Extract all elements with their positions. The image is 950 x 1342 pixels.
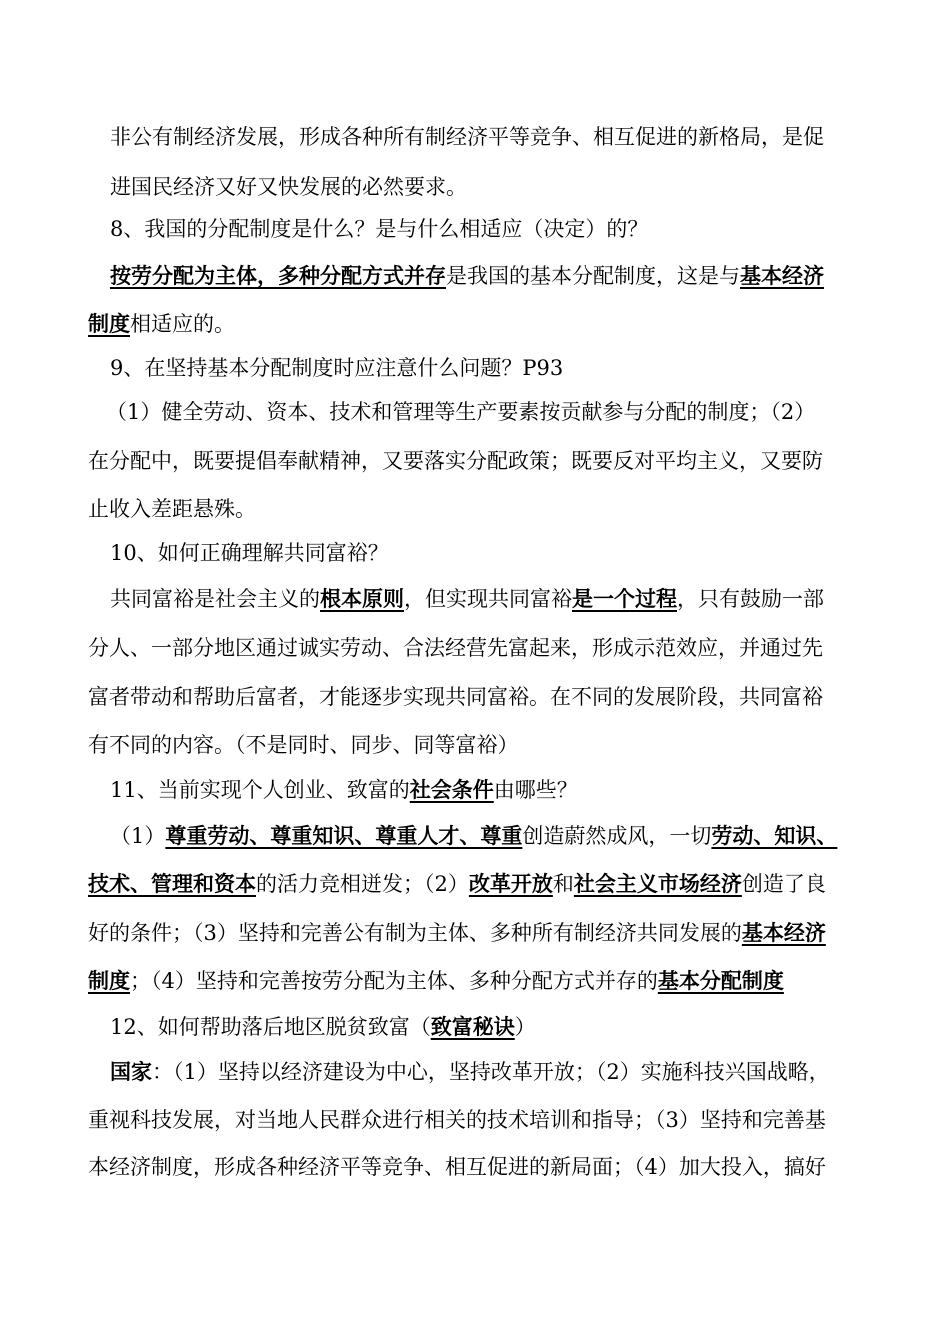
text-run: 共同富裕是社会主义的 — [110, 587, 320, 611]
text-run: 相适应的。 — [130, 312, 235, 336]
key-term: 制度 — [88, 968, 130, 993]
text-run: 创造蔚然成风，一切 — [522, 824, 712, 848]
paragraph-line — [88, 633, 823, 663]
question-text: 由哪些？ — [493, 778, 578, 802]
key-term: 基本经济 — [741, 920, 826, 945]
paragraph-line — [88, 730, 519, 760]
text-run: （1）健全劳动、资本、技术和管理等生产要素按贡献参与分配的制度；（2） — [106, 400, 816, 424]
paragraph-line — [110, 122, 824, 152]
key-term: 制度 — [88, 311, 130, 336]
text-run: ，但实现共同富裕 — [404, 587, 572, 611]
question-text: 12、如何帮助落后地区脱贫致富（ — [110, 1015, 431, 1039]
paragraph-line — [110, 584, 824, 614]
key-term: 劳动、知识、 — [711, 823, 838, 848]
question-text: 8、我国的分配制度是什么？是与什么相适应（决定）的？ — [110, 217, 649, 241]
text-run: 在分配中，既要提倡奉献精神，又要落实分配政策；既要反对平均主义，又要防 — [88, 449, 823, 473]
question-10 — [110, 538, 389, 568]
paragraph-line — [88, 918, 826, 948]
text-run: 非公有制经济发展，形成各种所有制经济平等竞争、相互促进的新格局，是促 — [110, 125, 824, 149]
key-term: 是一个过程 — [572, 586, 677, 611]
key-term: 尊重劳动、尊重知识、尊重人才、尊重 — [165, 823, 523, 848]
paragraph-line — [88, 966, 784, 996]
text-run: ；（4）坚持和完善按劳分配为主体、多种分配方式并存的 — [130, 969, 658, 993]
text-run: 有不同的内容。（不是同时、同步、同等富裕） — [88, 733, 519, 757]
key-term: 技术、管理和资本 — [88, 871, 256, 896]
paragraph-line — [88, 309, 235, 339]
paragraph-line — [110, 261, 824, 291]
question-9 — [110, 353, 563, 383]
question-11 — [110, 775, 578, 805]
paragraph-line — [110, 172, 467, 202]
text-run: ，只有鼓励一部 — [677, 587, 824, 611]
text-run: 好的条件；（3）坚持和完善公有制为主体、多种所有制经济共同发展的 — [88, 921, 742, 945]
paragraph-line — [88, 1152, 826, 1182]
question-text: 9、在坚持基本分配制度时应注意什么问题？P93 — [110, 356, 564, 380]
text-run: 是我国的基本分配制度，这是与 — [446, 264, 740, 288]
question-text: ） — [514, 1015, 536, 1039]
key-term: 基本分配制度 — [657, 968, 784, 993]
key-term: 根本原则 — [320, 586, 404, 611]
paragraph-line — [88, 494, 256, 524]
paragraph-line — [106, 397, 815, 427]
question-8 — [110, 214, 648, 244]
text-run: 富者带动和帮助后富者，才能逐步实现共同富裕。在不同的发展阶段，共同富裕 — [88, 685, 823, 709]
question-12 — [110, 1012, 536, 1042]
text-run: 和 — [552, 872, 574, 896]
text-run: 分人、一部分地区通过诚实劳动、合法经营先富起来，形成示范效应，并通过先 — [88, 636, 823, 660]
paragraph-line — [88, 869, 826, 899]
text-run: ：（1）坚持以经济建设为中心，坚持改革开放；（2）实施科技兴国战略， — [152, 1060, 830, 1084]
paragraph-line — [88, 1105, 826, 1135]
key-term: 基本经济 — [740, 263, 824, 288]
text-run: 进国民经济又好又快发展的必然要求。 — [110, 175, 467, 199]
text-run: 的活力竞相迸发；（2） — [256, 872, 469, 896]
text-run: 重视科技发展，对当地人民群众进行相关的技术培训和指导；（3）坚持和完善基 — [88, 1108, 826, 1132]
question-text: 10、如何正确理解共同富裕？ — [110, 541, 389, 565]
question-text: 11、当前实现个人创业、致富的 — [110, 778, 410, 802]
paragraph-line — [88, 446, 823, 476]
key-term: 社会条件 — [409, 777, 494, 802]
text-run: 本经济制度，形成各种经济平等竞争、相互促进的新局面；（4）加大投入，搞好 — [88, 1155, 826, 1179]
text-run: 创造了良 — [741, 872, 826, 896]
paragraph-line — [110, 1057, 830, 1087]
key-term: 社会主义市场经济 — [573, 871, 742, 896]
paragraph-line — [88, 682, 823, 712]
key-term: 改革开放 — [468, 871, 553, 896]
key-term: 按劳分配为主体，多种分配方式并存 — [110, 263, 446, 288]
key-term: 致富秘诀 — [430, 1014, 515, 1039]
paragraph-line — [110, 821, 837, 851]
text-run: 止收入差距悬殊。 — [88, 497, 256, 521]
section-label: 国家 — [110, 1059, 152, 1084]
text-run: （1） — [110, 824, 166, 848]
